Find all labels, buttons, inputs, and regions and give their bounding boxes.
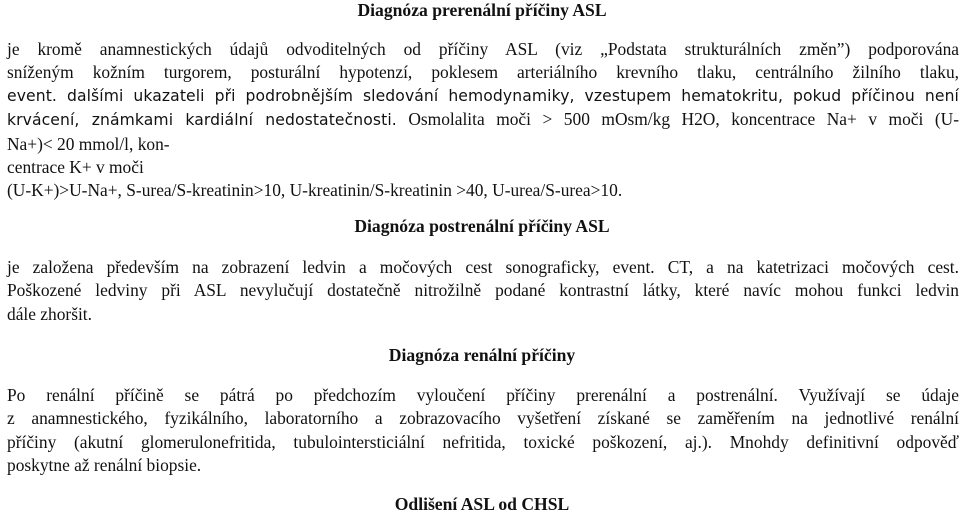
text-line: Poškozené ledviny při ASL nevylučují dostatečně nitrožilně podané kontrastní látky, které navíc mohou funkci ledvin (7, 280, 959, 301)
text-line: poskytne až renální biopsie. (7, 455, 202, 476)
text-fragment: Osmolalita moči > 500 mOsm/kg H2O, koncentrace Na+ v moči (U- (408, 109, 959, 130)
text-line: příčiny (akutní glomerulonefritida, tubulointersticiální nefritida, toxické poškození, aj.). Mnohdy definitivní odpověď (7, 431, 959, 452)
paragraph-postrenal (7, 256, 959, 326)
paragraph-prerenal (7, 38, 959, 203)
heading-prerenal: Diagnóza prerenální příčiny ASL (357, 0, 607, 20)
text-line: sníženým kožním turgorem, posturální hypotenzí, poklesem arteriálního krevního tlaku, centrálního žilního tlaku, (7, 62, 959, 83)
text-line: Na+)< 20 mmol/l, kon- (7, 133, 170, 154)
heading-postrenal: Diagnóza postrenální příčiny ASL (354, 216, 610, 236)
text-line: centrace K+ v moči (7, 157, 144, 178)
document-page (7, 0, 957, 512)
text-line: Po renální příčině se pátrá po předchozím vyloučení příčiny prerenální a postrenální. Využívají se údaje (7, 385, 959, 405)
text-line: dále zhoršit. (7, 303, 92, 324)
text-line (7, 108, 959, 132)
text-line: je založena především na zobrazení ledvin a močových cest sonograficky, event. CT, a na katetrizaci močových cest. (7, 257, 959, 277)
paragraph-renal (7, 384, 959, 478)
heading-renal: Diagnóza renální příčiny (388, 345, 576, 365)
text-fragment: krvácení, známkami kardiální nedostatečnosti. (7, 111, 397, 130)
text-line: (U-K+)>U-Na+, S-urea/S-kreatinin>10, U-kreatinin/S-kreatinin >40, U-urea/S-urea>10. (7, 180, 623, 201)
text-line: event. dalšími ukazateli při podrobnějším sledování hemodynamiky, vzestupem hematokritu, pokud příčinou není (7, 86, 959, 105)
text-line: z anamnestického, fyzikálního, laboratorního a zobrazovacího vyšetření získané se zaměřením na jednotlivé renální (7, 408, 959, 429)
text-line: je kromě anamnestických údajů odvoditelných od příčiny ASL (viz „Podstata strukturálních změn”) podporována (7, 39, 959, 59)
heading-distinction: Odlišení ASL od CHSL (394, 494, 570, 514)
